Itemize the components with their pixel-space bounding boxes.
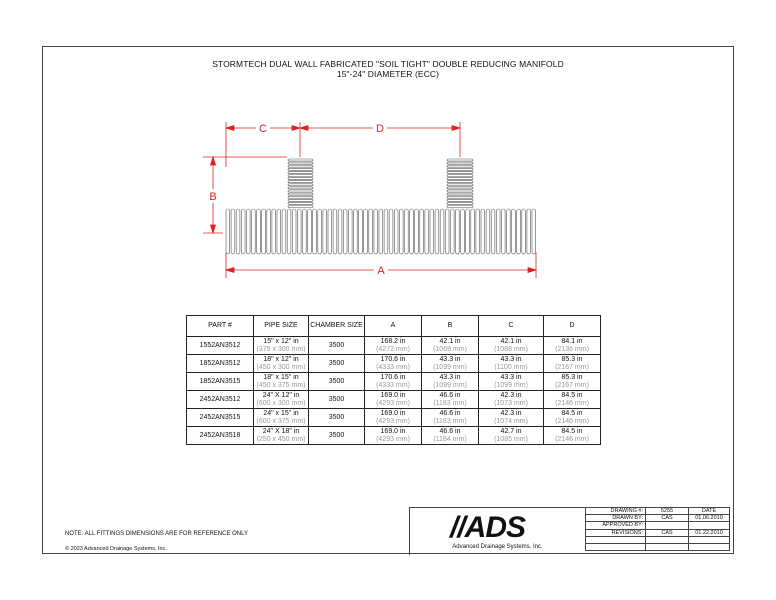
pipe-corrugation xyxy=(288,206,313,208)
table-row xyxy=(187,373,601,391)
dimensions-table xyxy=(186,315,601,445)
title-block xyxy=(585,507,730,551)
pipe-size-cell xyxy=(254,427,309,445)
pipe-corrugation xyxy=(486,209,490,254)
dim-d-cell xyxy=(544,373,601,391)
pipe-corrugation xyxy=(447,175,473,177)
pipe-corrugation xyxy=(410,209,414,254)
pipe-corrugation xyxy=(288,187,313,189)
dim-c-cell xyxy=(479,427,544,445)
blank-row-date xyxy=(689,536,730,543)
pipe-size-cell xyxy=(254,373,309,391)
approved-by-value xyxy=(646,522,689,529)
pipe-corrugation xyxy=(447,159,473,161)
reference-note: NOTE: ALL FITTINGS DIMENSIONS ARE FOR REFERENCE ONLY xyxy=(65,531,249,537)
pipe-corrugation xyxy=(450,209,454,254)
dim-c-cell xyxy=(479,373,544,391)
pipe-size-value: 15" x 12" in xyxy=(263,337,299,345)
blank-row-value xyxy=(646,543,689,550)
dim-d-value: 84.5 in xyxy=(561,391,583,399)
pipe-corrugation xyxy=(369,209,373,254)
blank-row-label xyxy=(586,543,646,550)
chamber-size-cell xyxy=(309,337,365,355)
pipe-corrugation xyxy=(379,209,383,254)
dim-c-cell xyxy=(479,391,544,409)
pipe-corrugation xyxy=(415,209,419,254)
col-a: A xyxy=(365,316,422,337)
dim-d-cell xyxy=(544,337,601,355)
dim-b-metric: (1183 mm) xyxy=(433,417,467,425)
manifold-drawing xyxy=(43,47,735,287)
col-c: C xyxy=(479,316,544,337)
part-number-cell xyxy=(187,373,254,391)
pipe-corrugation xyxy=(288,196,313,198)
dim-a-value: 169.0 in xyxy=(380,391,406,399)
col-chamber-size: CHAMBER SIZE xyxy=(309,316,365,337)
dim-d-metric: (2167 mm) xyxy=(555,381,589,389)
dim-b-metric: (1183 mm) xyxy=(433,399,467,407)
dim-d-value: 84.5 in xyxy=(561,409,583,417)
pipe-corrugation xyxy=(456,209,460,254)
table-row xyxy=(187,409,601,427)
pipe-corrugation xyxy=(338,209,342,254)
pipe-corrugation xyxy=(364,209,368,254)
part-number-cell xyxy=(187,427,254,445)
chamber-size-value: 3500 xyxy=(328,395,345,403)
pipe-size-metric: (600 x 300 mm) xyxy=(256,399,306,407)
pipe-corrugation xyxy=(447,168,473,170)
dim-b-value: 46.6 in xyxy=(439,391,461,399)
part-number-value: 2452AN3512 xyxy=(199,395,241,403)
chamber-size-cell xyxy=(309,355,365,373)
pipe-corrugation xyxy=(461,209,465,254)
dim-d-value: 84.1 in xyxy=(561,337,583,345)
col-pipe-size: PIPE SIZE xyxy=(254,316,309,337)
dim-d-cell xyxy=(544,427,601,445)
dim-a-value: 168.2 in xyxy=(380,337,406,345)
dim-c-metric: (1100 mm) xyxy=(494,363,528,371)
pipe-corrugation xyxy=(517,209,521,254)
pipe-corrugation xyxy=(272,209,276,254)
dim-d-value: 85.3 in xyxy=(561,373,583,381)
pipe-corrugation xyxy=(430,209,434,254)
dim-a-cell xyxy=(365,391,422,409)
dim-d-cell xyxy=(544,409,601,427)
dim-c-cell xyxy=(479,337,544,355)
dim-c-metric: (1099 mm) xyxy=(494,381,528,389)
pipe-corrugation xyxy=(501,209,505,254)
table-row xyxy=(187,355,601,373)
dim-a-cell xyxy=(365,427,422,445)
pipe-corrugation xyxy=(522,209,526,254)
pipe-corrugation xyxy=(277,209,281,254)
dim-d-cell xyxy=(544,391,601,409)
date-label: DATE xyxy=(689,508,730,515)
dim-a-value: 169.0 in xyxy=(380,427,406,435)
right-riser-pipe xyxy=(447,159,473,208)
pipe-corrugation xyxy=(447,187,473,189)
pipe-corrugation xyxy=(389,209,393,254)
dim-c-metric: (1085 mm) xyxy=(494,435,528,443)
dim-a-value: 170.6 in xyxy=(380,355,406,363)
pipe-corrugation xyxy=(445,209,449,254)
pipe-corrugation xyxy=(267,209,271,254)
pipe-corrugation xyxy=(532,209,536,254)
dim-d-metric: (2167 mm) xyxy=(555,363,589,371)
pipe-corrugation xyxy=(288,193,313,195)
dim-c-value: 43.3 in xyxy=(500,373,522,381)
dimension-lines xyxy=(203,122,536,278)
dim-b-label: B xyxy=(209,191,217,203)
chamber-size-value: 3500 xyxy=(328,413,345,421)
dim-b-metric: (1069 mm) xyxy=(433,345,467,353)
pipe-corrugation xyxy=(287,209,291,254)
dim-d-metric: (2146 mm) xyxy=(555,399,589,407)
dim-d-cell xyxy=(544,355,601,373)
pipe-corrugation xyxy=(288,175,313,177)
pipe-corrugation xyxy=(328,209,332,254)
approved-by-label: APPROVED BY: xyxy=(586,522,646,529)
pipe-corrugation xyxy=(288,168,313,170)
drawing-title: STORMTECH DUAL WALL FABRICATED "SOIL TIGHT" DOUBLE REDUCING MANIFOLD xyxy=(212,59,564,69)
pipe-corrugation xyxy=(354,209,358,254)
part-number-cell xyxy=(187,409,254,427)
pipe-corrugation xyxy=(476,209,480,254)
pipe-corrugation xyxy=(527,209,531,254)
pipe-corrugation xyxy=(496,209,500,254)
pipe-corrugation xyxy=(288,165,313,167)
pipe-corrugation xyxy=(420,209,424,254)
pipe-corrugation xyxy=(333,209,337,254)
chamber-size-value: 3500 xyxy=(328,359,345,367)
dim-a-metric: (4293 mm) xyxy=(376,417,410,425)
ads-logo: //ADS xyxy=(450,511,526,544)
copyright: © 2023 Advanced Drainage Systems, Inc. xyxy=(65,546,167,552)
dim-d-value: 84.5 in xyxy=(561,427,583,435)
pipe-corrugation xyxy=(435,209,439,254)
pipe-corrugation xyxy=(471,209,475,254)
pipe-size-cell xyxy=(254,409,309,427)
chamber-size-cell xyxy=(309,373,365,391)
pipe-corrugation xyxy=(447,193,473,195)
dim-d-label: D xyxy=(376,123,384,135)
dim-b-cell xyxy=(422,337,479,355)
dim-c-cell xyxy=(479,409,544,427)
table-row xyxy=(187,427,601,445)
dim-a-metric: (4333 mm) xyxy=(376,363,410,371)
dim-b-metric: (1184 mm) xyxy=(433,435,467,443)
pipe-corrugation xyxy=(447,184,473,186)
dim-c-metric: (1068 mm) xyxy=(494,345,528,353)
pipe-corrugation xyxy=(399,209,403,254)
revisions-label: REVISIONS: xyxy=(586,529,646,536)
pipe-corrugation xyxy=(262,209,266,254)
pipe-corrugation xyxy=(405,209,409,254)
part-number-cell xyxy=(187,337,254,355)
pipe-corrugation xyxy=(481,209,485,254)
dim-a-cell xyxy=(365,337,422,355)
dim-a-cell xyxy=(365,409,422,427)
pipe-corrugation xyxy=(447,199,473,201)
drawing-sheet xyxy=(42,46,734,554)
pipe-corrugation xyxy=(308,209,312,254)
part-number-value: 1552AN3512 xyxy=(199,341,241,349)
blank-row-value xyxy=(646,536,689,543)
dim-c-value: 42.3 in xyxy=(500,409,522,417)
chamber-size-value: 3500 xyxy=(328,341,345,349)
pipe-size-value: 24" X 12" in xyxy=(262,391,300,399)
pipe-size-value: 18" x 15" in xyxy=(263,373,299,381)
pipe-size-value: 24" X 18" in xyxy=(262,427,300,435)
pipe-corrugation xyxy=(374,209,378,254)
pipe-size-cell xyxy=(254,391,309,409)
dim-c-value: 42.7 in xyxy=(500,427,522,435)
pipe-size-metric: (250 x 450 mm) xyxy=(256,435,306,443)
pipe-corrugation xyxy=(292,209,296,254)
chamber-size-cell xyxy=(309,409,365,427)
dim-b-value: 43.3 in xyxy=(439,373,461,381)
dim-b-cell xyxy=(422,391,479,409)
pipe-corrugation xyxy=(447,202,473,204)
pipe-size-metric: (600 x 375 mm) xyxy=(256,417,306,425)
dim-b-value: 42.1 in xyxy=(439,337,461,345)
dim-a-cell xyxy=(365,355,422,373)
pipe-corrugation xyxy=(491,209,495,254)
pipe-corrugation xyxy=(447,162,473,164)
dim-c-value: 42.3 in xyxy=(500,391,522,399)
pipe-corrugation xyxy=(447,181,473,183)
dim-a-metric: (4272 mm) xyxy=(376,345,410,353)
part-number-value: 2452AN3515 xyxy=(199,413,241,421)
chamber-size-value: 3500 xyxy=(328,377,345,385)
pipe-corrugation xyxy=(246,209,250,254)
pipe-corrugation xyxy=(359,209,363,254)
drawing-number-value: 5255 xyxy=(646,508,689,515)
chamber-size-cell xyxy=(309,427,365,445)
col-b: B xyxy=(422,316,479,337)
pipe-corrugation xyxy=(288,202,313,204)
pipe-size-metric: (375 x 300 mm) xyxy=(256,345,306,353)
col-part: PART # xyxy=(187,316,254,337)
dim-a-metric: (4293 mm) xyxy=(376,435,410,443)
dim-c-metric: (1073 mm) xyxy=(494,399,528,407)
pipe-size-cell xyxy=(254,337,309,355)
pipe-corrugation xyxy=(425,209,429,254)
pipe-corrugation xyxy=(447,196,473,198)
drawn-by-label: DRAWN BY: xyxy=(586,515,646,522)
pipe-corrugation xyxy=(282,209,286,254)
pipe-corrugation xyxy=(297,209,301,254)
pipe-corrugation xyxy=(318,209,322,254)
revisions-value: CAS xyxy=(646,529,689,536)
pipe-corrugation xyxy=(447,190,473,192)
blank-row-date xyxy=(689,543,730,550)
dim-a-label: A xyxy=(377,265,385,277)
left-riser-pipe xyxy=(288,159,313,208)
pipe-corrugation xyxy=(507,209,511,254)
dim-d-metric: (2146 mm) xyxy=(555,417,589,425)
pipe-corrugation xyxy=(288,199,313,201)
pipe-corrugation xyxy=(384,209,388,254)
pipe-corrugation xyxy=(440,209,444,254)
dim-b-value: 46.6 in xyxy=(439,427,461,435)
part-number-cell xyxy=(187,391,254,409)
dim-b-cell xyxy=(422,373,479,391)
dim-b-cell xyxy=(422,427,479,445)
pipe-corrugation xyxy=(447,206,473,208)
dim-b-metric: (1099 mm) xyxy=(433,381,467,389)
table-header-row xyxy=(187,316,601,337)
blank-row-label xyxy=(586,536,646,543)
dim-c-cell xyxy=(479,355,544,373)
pipe-corrugation xyxy=(288,159,313,161)
pipe-corrugation xyxy=(288,162,313,164)
approved-date xyxy=(689,522,730,529)
dim-a-metric: (4293 mm) xyxy=(376,399,410,407)
pipe-size-metric: (450 x 375 mm) xyxy=(256,381,306,389)
dim-b-cell xyxy=(422,355,479,373)
pipe-corrugation xyxy=(288,171,313,173)
dim-d-value: 85.3 in xyxy=(561,355,583,363)
drawn-by-value: CAS xyxy=(646,515,689,522)
pipe-corrugation xyxy=(288,181,313,183)
dim-a-value: 169.0 in xyxy=(380,409,406,417)
dim-c-metric: (1074 mm) xyxy=(494,417,528,425)
dim-b-cell xyxy=(422,409,479,427)
pipe-corrugation xyxy=(348,209,352,254)
dim-c-value: 42.1 in xyxy=(500,337,522,345)
pipe-size-value: 24" x 15" in xyxy=(263,409,299,417)
revisions-date: 01.22.2010 xyxy=(689,529,730,536)
pipe-corrugation xyxy=(343,209,347,254)
dim-a-value: 170.6 in xyxy=(380,373,406,381)
logo-block xyxy=(409,507,585,555)
pipe-size-metric: (450 x 300 mm) xyxy=(256,363,306,371)
dim-d-metric: (2136 mm) xyxy=(555,345,589,353)
chamber-size-cell xyxy=(309,391,365,409)
table-row xyxy=(187,391,601,409)
pipe-corrugation xyxy=(447,165,473,167)
company-name: Advanced Drainage Systems, Inc. xyxy=(452,544,543,550)
dim-b-value: 46.6 in xyxy=(439,409,461,417)
pipe-corrugation xyxy=(257,209,261,254)
dim-a-metric: (4333 mm) xyxy=(376,381,410,389)
dim-c-label: C xyxy=(259,123,267,135)
pipe-corrugation xyxy=(447,171,473,173)
chamber-size-value: 3500 xyxy=(328,431,345,439)
table-row xyxy=(187,337,601,355)
pipe-size-cell xyxy=(254,355,309,373)
drawing-subtitle: 15"-24" DIAMETER (ECC) xyxy=(336,69,440,79)
pipe-corrugation xyxy=(288,178,313,180)
pipe-corrugation xyxy=(512,209,516,254)
pipe-corrugation xyxy=(313,209,317,254)
pipe-corrugation xyxy=(236,209,240,254)
pipe-corrugation xyxy=(288,184,313,186)
dim-a-cell xyxy=(365,373,422,391)
pipe-corrugation xyxy=(394,209,398,254)
part-number-value: 2452AN3518 xyxy=(199,431,241,439)
part-number-value: 1852AN3512 xyxy=(199,359,241,367)
pipe-corrugation xyxy=(231,209,235,254)
pipe-corrugation xyxy=(226,209,230,254)
dim-b-value: 43.3 in xyxy=(439,355,461,363)
dim-b-metric: (1099 mm) xyxy=(433,363,467,371)
dim-c-value: 43.3 in xyxy=(500,355,522,363)
part-number-cell xyxy=(187,355,254,373)
dim-d-metric: (2146 mm) xyxy=(555,435,589,443)
pipe-corrugation xyxy=(323,209,327,254)
pipe-corrugation xyxy=(288,190,313,192)
pipe-size-value: 18" x 12" in xyxy=(263,355,299,363)
main-pipe xyxy=(226,209,536,254)
part-number-value: 1852AN3515 xyxy=(199,377,241,385)
drawn-date: 01.06.2010 xyxy=(689,515,730,522)
pipe-corrugation xyxy=(303,209,307,254)
col-d: D xyxy=(544,316,601,337)
pipe-corrugation xyxy=(241,209,245,254)
pipe-corrugation xyxy=(466,209,470,254)
pipe-corrugation xyxy=(447,178,473,180)
drawing-number-label: DRAWING #: xyxy=(586,508,646,515)
pipe-corrugation xyxy=(252,209,256,254)
